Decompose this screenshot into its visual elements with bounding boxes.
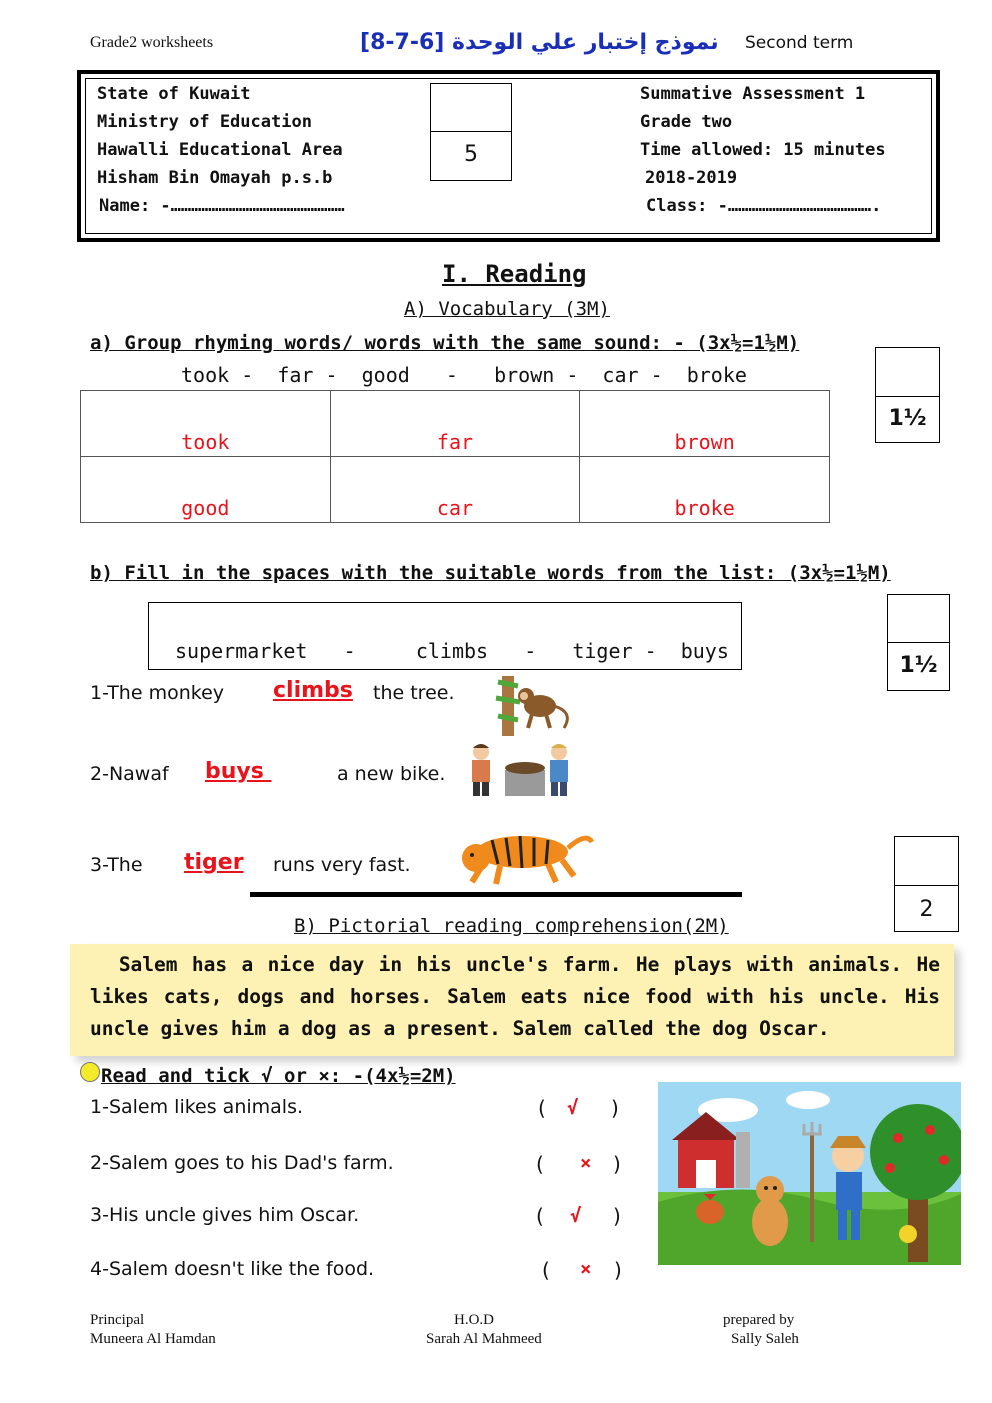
prepared-title: prepared by xyxy=(723,1312,795,1328)
question-b-title: b) Fill in the spaces with the suitable words from the list: (3x½=1½M) xyxy=(90,562,891,584)
hod-title: H.O.D xyxy=(454,1312,494,1328)
hod-name: Sarah Al Mahmeed xyxy=(426,1331,542,1347)
question-a-title: a) Group rhyming words/ words with the same sound: - (3x½=1½M) xyxy=(90,332,800,354)
tick-close-3: ) xyxy=(613,1204,621,1228)
table-cell: broke xyxy=(580,457,830,523)
name-field: Name: -…………………………………………… xyxy=(99,196,345,216)
table-cell: good xyxy=(81,457,331,523)
table-cell: car xyxy=(330,457,580,523)
table-cell: brown xyxy=(580,391,830,457)
tick-item-4: 4-Salem doesn't like the food. xyxy=(90,1258,375,1280)
passage-text: Salem has a nice day in his uncle's farm. He plays with animals. He likes cats, dogs and horses. Salem eats nice food with his uncle. His uncle gives him a dog as a present. Salem called the dog Oscar. xyxy=(90,953,940,1040)
sentence-1-answer: climbs xyxy=(273,678,353,703)
header-assessment: Summative Assessment 1 xyxy=(640,84,866,104)
header-state: State of Kuwait xyxy=(97,84,251,104)
tick-answer-3: √ xyxy=(570,1205,582,1227)
word-list: supermarket - climbs - tiger - buys xyxy=(175,639,729,663)
header-grade: Grade two xyxy=(640,112,733,132)
tick-open-4: ( xyxy=(542,1258,550,1282)
table-cell: took xyxy=(81,391,331,457)
sentence-3-answer: tiger xyxy=(184,850,244,875)
header-school: Hisham Bin Omayah p.s.b xyxy=(97,168,333,188)
tick-open-2: ( xyxy=(536,1152,544,1176)
tick-answer-1: √ xyxy=(567,1097,579,1119)
arabic-title: نموذج إختبار علي الوحدة [6-7-8] xyxy=(360,30,719,55)
header-area: Hawalli Educational Area xyxy=(97,140,343,160)
tick-answer-2: × xyxy=(580,1152,592,1174)
tick-answer-4: × xyxy=(580,1258,592,1280)
tick-close-1: ) xyxy=(611,1096,619,1120)
total-score: 5 xyxy=(464,142,478,167)
header-year: 2018-2019 xyxy=(645,168,738,188)
sentence-1-end: the tree. xyxy=(373,682,455,704)
tick-item-2: 2-Salem goes to his Dad's farm. xyxy=(90,1152,394,1174)
rhyme-table xyxy=(80,390,830,523)
mark-box-b-section xyxy=(894,836,959,932)
sentence-3-end: runs very fast. xyxy=(273,854,411,876)
tick-title: Read and tick √ or ×: -(4x½=2M) xyxy=(101,1065,456,1087)
prepared-name: Sally Saleh xyxy=(731,1331,799,1347)
tick-item-3: 3-His uncle gives him Oscar. xyxy=(90,1204,360,1226)
tick-open-1: ( xyxy=(538,1096,546,1120)
reading-passage xyxy=(70,944,954,1056)
monkey-image xyxy=(488,672,576,738)
tick-close-4: ) xyxy=(614,1258,622,1282)
class-field: Class: -……………………………………. xyxy=(646,196,882,216)
tick-item-1: 1-Salem likes animals. xyxy=(90,1096,304,1118)
rhyme-word-list: took - far - good - brown - car - broke xyxy=(181,363,747,387)
vocabulary-title: A) Vocabulary (3M) xyxy=(404,298,610,320)
header-ministry: Ministry of Education xyxy=(97,112,312,132)
mark-box-b xyxy=(887,594,950,691)
mark-box-a xyxy=(875,347,940,443)
sentence-3-start: 3-The xyxy=(90,854,143,876)
mark-b: 1½ xyxy=(899,653,938,678)
sentence-2-end: a new bike. xyxy=(337,763,446,785)
term-label: Second term xyxy=(745,33,854,53)
section-divider xyxy=(250,892,742,897)
worksheet-label: Grade2 worksheets xyxy=(90,34,214,51)
shop-image xyxy=(463,742,581,798)
mark-a: 1½ xyxy=(888,406,927,431)
pictorial-title: B) Pictorial reading comprehension(2M) xyxy=(294,915,729,937)
table-cell: far xyxy=(330,391,580,457)
sentence-2-start: 2-Nawaf xyxy=(90,763,169,785)
table-row xyxy=(81,391,830,457)
tiger-image xyxy=(452,818,594,888)
word-list-box xyxy=(148,602,742,670)
mark-b-section: 2 xyxy=(919,897,934,922)
bullet-icon xyxy=(80,1062,100,1082)
tick-open-3: ( xyxy=(536,1204,544,1228)
total-score-box xyxy=(430,83,512,181)
tick-close-2: ) xyxy=(613,1152,621,1176)
table-row xyxy=(81,457,830,523)
principal-name: Muneera Al Hamdan xyxy=(90,1331,216,1347)
farm-image xyxy=(658,1082,961,1265)
sentence-2-answer: buys xyxy=(205,759,272,784)
header-time: Time allowed: 15 minutes xyxy=(640,140,886,160)
principal-title: Principal xyxy=(90,1312,145,1328)
sentence-1-start: 1-The monkey xyxy=(90,682,225,704)
section-title: I. Reading xyxy=(442,260,587,288)
